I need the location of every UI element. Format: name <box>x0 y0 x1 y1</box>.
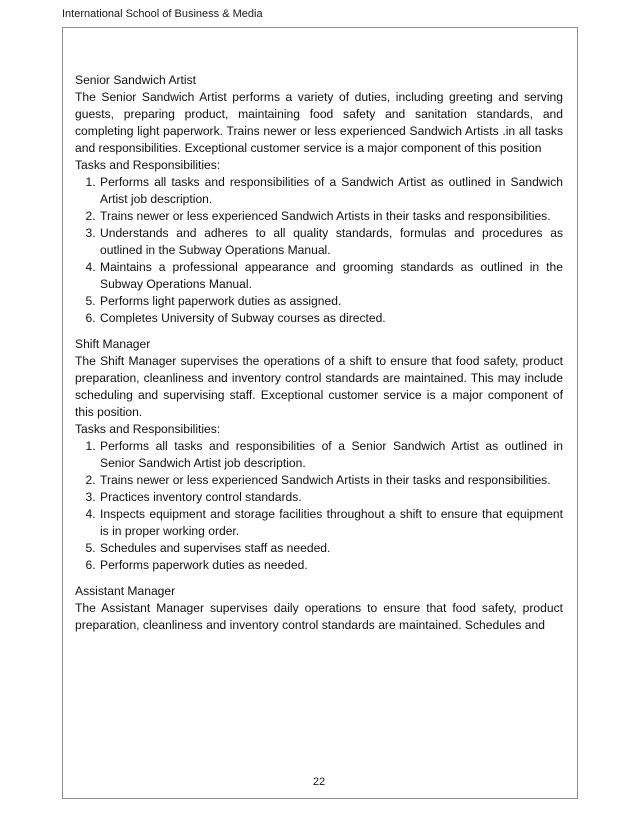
section-senior-sandwich-artist <box>75 72 563 327</box>
section-shift-manager <box>75 336 563 574</box>
task-item: 4. Maintains a professional appearance and grooming standards as outlined in the Subway Operations Manual. <box>99 259 563 293</box>
task-item: 5. Performs light paperwork duties as assigned. <box>99 293 563 310</box>
document-header: International School of Business & Media <box>62 8 263 20</box>
task-item: 2. Trains newer or less experienced Sandwich Artists in their tasks and responsibilities. <box>99 472 563 489</box>
task-item: 2. Trains newer or less experienced Sandwich Artists in their tasks and responsibilities. <box>99 208 563 225</box>
task-item: 5. Schedules and supervises staff as needed. <box>99 540 563 557</box>
section-description: The Shift Manager supervises the operations of a shift to ensure that food safety, product preparation, cleanliness and inventory control standards are maintained. This may include scheduling and supervising staff. Exceptional customer service is a major component of this position. <box>75 354 563 419</box>
section-description: The Assistant Manager supervises daily operations to ensure that food safety, product preparation, cleanliness and inventory control standards are maintained. Schedules and <box>75 601 563 632</box>
task-item: 3. Practices inventory control standards. <box>99 489 563 506</box>
page-number: 22 <box>312 776 326 788</box>
tasks-heading: Tasks and Responsibilities: <box>75 422 221 436</box>
section-assistant-manager <box>75 583 563 634</box>
tasks-heading: Tasks and Responsibilities: <box>75 158 221 172</box>
task-item: 6. Completes University of Subway courses as directed. <box>99 310 563 327</box>
task-item: 1. Performs all tasks and responsibilities of a Sandwich Artist as outlined in Sandwich Artist job description. <box>99 174 563 208</box>
tasks-list <box>75 174 563 327</box>
task-item: 1. Performs all tasks and responsibilities of a Senior Sandwich Artist as outlined in Senior Sandwich Artist job description. <box>99 438 563 472</box>
task-item: 4. Inspects equipment and storage facilities throughout a shift to ensure that equipment is in proper working order. <box>99 506 563 540</box>
section-title: Assistant Manager <box>75 584 176 598</box>
task-item: 3. Understands and adheres to all quality standards, formulas and procedures as outlined in the Subway Operations Manual. <box>99 225 563 259</box>
task-item: 6. Performs paperwork duties as needed. <box>99 557 563 574</box>
section-title: Senior Sandwich Artist <box>75 73 196 87</box>
tasks-list <box>75 438 563 574</box>
section-title: Shift Manager <box>75 337 151 351</box>
document-body <box>75 72 563 634</box>
section-description: The Senior Sandwich Artist performs a variety of duties, including greeting and serving guests, preparing product, maintaining food safety and sanitation standards, and completing light paperwork. Trains newer or less experienced Sandwich Artists .in all tasks and responsibilities. Exceptional customer service is a major component of this position <box>75 90 563 155</box>
